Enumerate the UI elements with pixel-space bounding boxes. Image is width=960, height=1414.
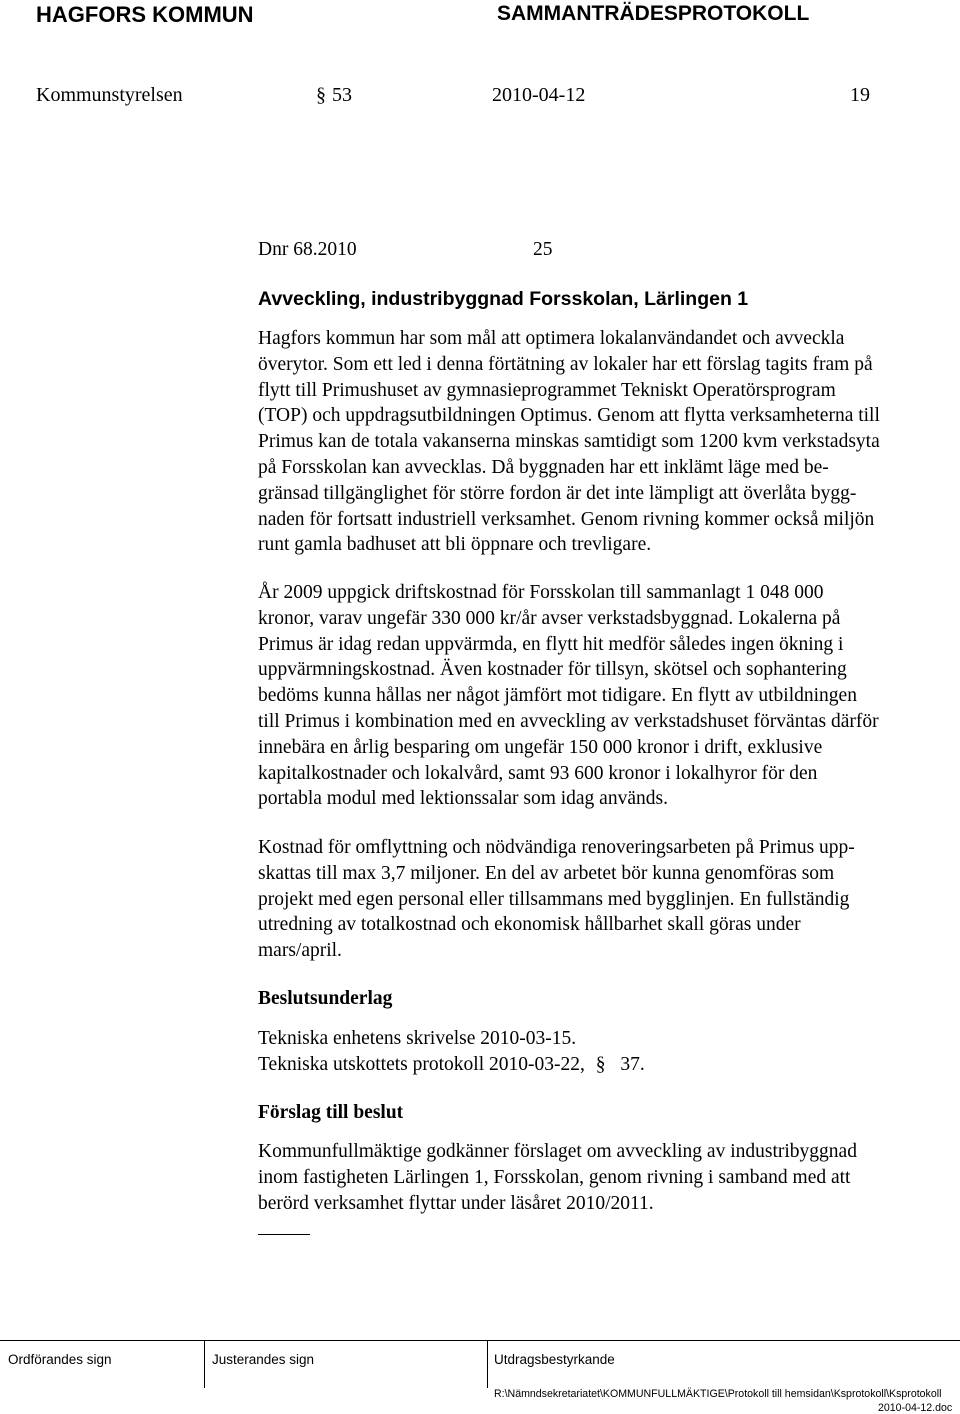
body-paragraph-1 <box>258 326 958 558</box>
body-paragraph-3 <box>258 835 958 964</box>
text-line: berörd verksamhet flyttar under läsåret 2010/2011. <box>258 1192 654 1214</box>
basis-ref-number: 37. <box>620 1053 645 1075</box>
text-line: Kommunfullmäktige godkänner förslaget om avveckling av industribyggnad <box>258 1141 857 1162</box>
footer-separator <box>204 1340 205 1388</box>
text-line: till Primus i kombination med en avveckling av verkstadshuset förväntas därför <box>258 710 879 732</box>
text-line: Kostnad för omflyttning och nödvändiga renoveringsarbeten på Primus upp- <box>258 837 855 858</box>
proposal-heading: Förslag till beslut <box>258 1102 404 1123</box>
text-line: skattas till max 3,7 miljoner. En del av arbetet bör kunna genomföras som <box>258 862 835 884</box>
text-line: på Forsskolan kan avvecklas. Då byggnaden har ett inklämt läge med be- <box>258 456 829 478</box>
body-paragraph-2 <box>258 580 958 812</box>
text-line: kronor, varav ungefär 330 000 kr/år avser verkstadsbyggnad. Lokalerna på <box>258 607 841 629</box>
case-title: Avveckling, industribyggnad Forsskolan, Lärlingen 1 <box>258 288 749 310</box>
text-line: flytt till Primushuset av gymnasieprogrammet Tekniskt Operatörsprogram <box>258 379 836 401</box>
file-name: 2010-04-12.doc <box>878 1402 953 1414</box>
text-line: mars/april. <box>258 940 342 962</box>
proposal-text <box>258 1139 958 1216</box>
text-line: projekt med egen personal eller tillsammans med bygglinjen. En fullständig <box>258 888 850 910</box>
text-line: År 2009 uppgick driftskostnad för Forsskolan till sammanlagt 1 048 000 <box>258 582 824 603</box>
paragraph-symbol: § <box>316 84 326 106</box>
text-line: Hagfors kommun har som mål att optimera lokalanvändandet och avveckla <box>258 328 845 349</box>
text-line: (TOP) och uppdragsutbildningen Optimus. Genom att flytta verksamheterna till <box>258 405 880 427</box>
text-line: inom fastigheten Lärlingen 1, Forsskolan, genom rivning i samband med att <box>258 1166 851 1188</box>
text-line: utredning av totalkostnad och ekonomisk hållbarhet skall göras under <box>258 914 801 936</box>
text-line: Primus kan de totala vakanserna minskas samtidigt som 1200 kvm verkstadsyta <box>258 431 880 453</box>
text-line: överytor. Som ett led i denna förtätning av lokaler har ett förslag tagits fram på <box>258 353 873 375</box>
end-rule <box>258 1234 310 1235</box>
document-type: SAMMANTRÄDESPROTOKOLL <box>497 2 810 25</box>
case-dnr: Dnr 68.2010 <box>258 239 357 260</box>
file-path: R:\Nämndsekretariatet\KOMMUNFULLMÄKTIGE\Protokoll till hemsidan\Ksprotokoll\Ksprotokoll <box>494 1388 942 1400</box>
text-line: runt gamla badhuset att bli öppnare och trevligare. <box>258 534 652 556</box>
text-line: gränsad tillgänglighet för större fordon är det inte lämpligt att överlåta bygg- <box>258 482 857 504</box>
basis-ref-symbol: § <box>595 1053 606 1075</box>
text-line: uppvärmningskostnad. Även kostnader för tillsyn, skötsel och sophantering <box>258 659 847 681</box>
paragraph-number: 53 <box>332 84 352 106</box>
extract-cert-label: Utdragsbestyrkande <box>494 1352 615 1367</box>
text-line: innebära en årlig besparing om ungefär 150 000 kronor i drift, exklusive <box>258 736 823 758</box>
basis-list <box>258 1026 958 1078</box>
chair-sign-label: Ordförandes sign <box>8 1352 112 1367</box>
text-line: naden för fortsatt industriell verksamhet. Genom rivning kommer också miljön <box>258 508 875 530</box>
meeting-body: Kommunstyrelsen <box>36 84 183 106</box>
text-line: Primus är idag redan uppvärmda, en flytt hit medför således ingen ökning i <box>258 633 844 655</box>
footer-divider <box>0 1340 960 1341</box>
adjuster-sign-label: Justerandes sign <box>212 1352 315 1367</box>
footer-separator <box>487 1340 488 1388</box>
page-number: 19 <box>850 84 870 106</box>
text-line: bedöms kunna hållas ner något jämfört mot tidigare. En flytt av utbildningen <box>258 685 857 707</box>
basis-item: Tekniska enhetens skrivelse 2010-03-15. <box>258 1028 577 1049</box>
basis-heading: Beslutsunderlag <box>258 988 393 1009</box>
basis-item-text: Tekniska utskottets protokoll 2010-03-22, <box>258 1053 585 1075</box>
text-line: kapitalkostnader och lokalvård, samt 93 600 kronor i lokalhyror för den <box>258 762 818 784</box>
basis-item <box>258 1052 958 1078</box>
case-dnr-number: 25 <box>533 239 553 260</box>
text-line: portabla modul med lektionssalar som idag används. <box>258 788 668 810</box>
meeting-date: 2010-04-12 <box>492 84 586 106</box>
organization-name: HAGFORS KOMMUN <box>36 2 254 27</box>
